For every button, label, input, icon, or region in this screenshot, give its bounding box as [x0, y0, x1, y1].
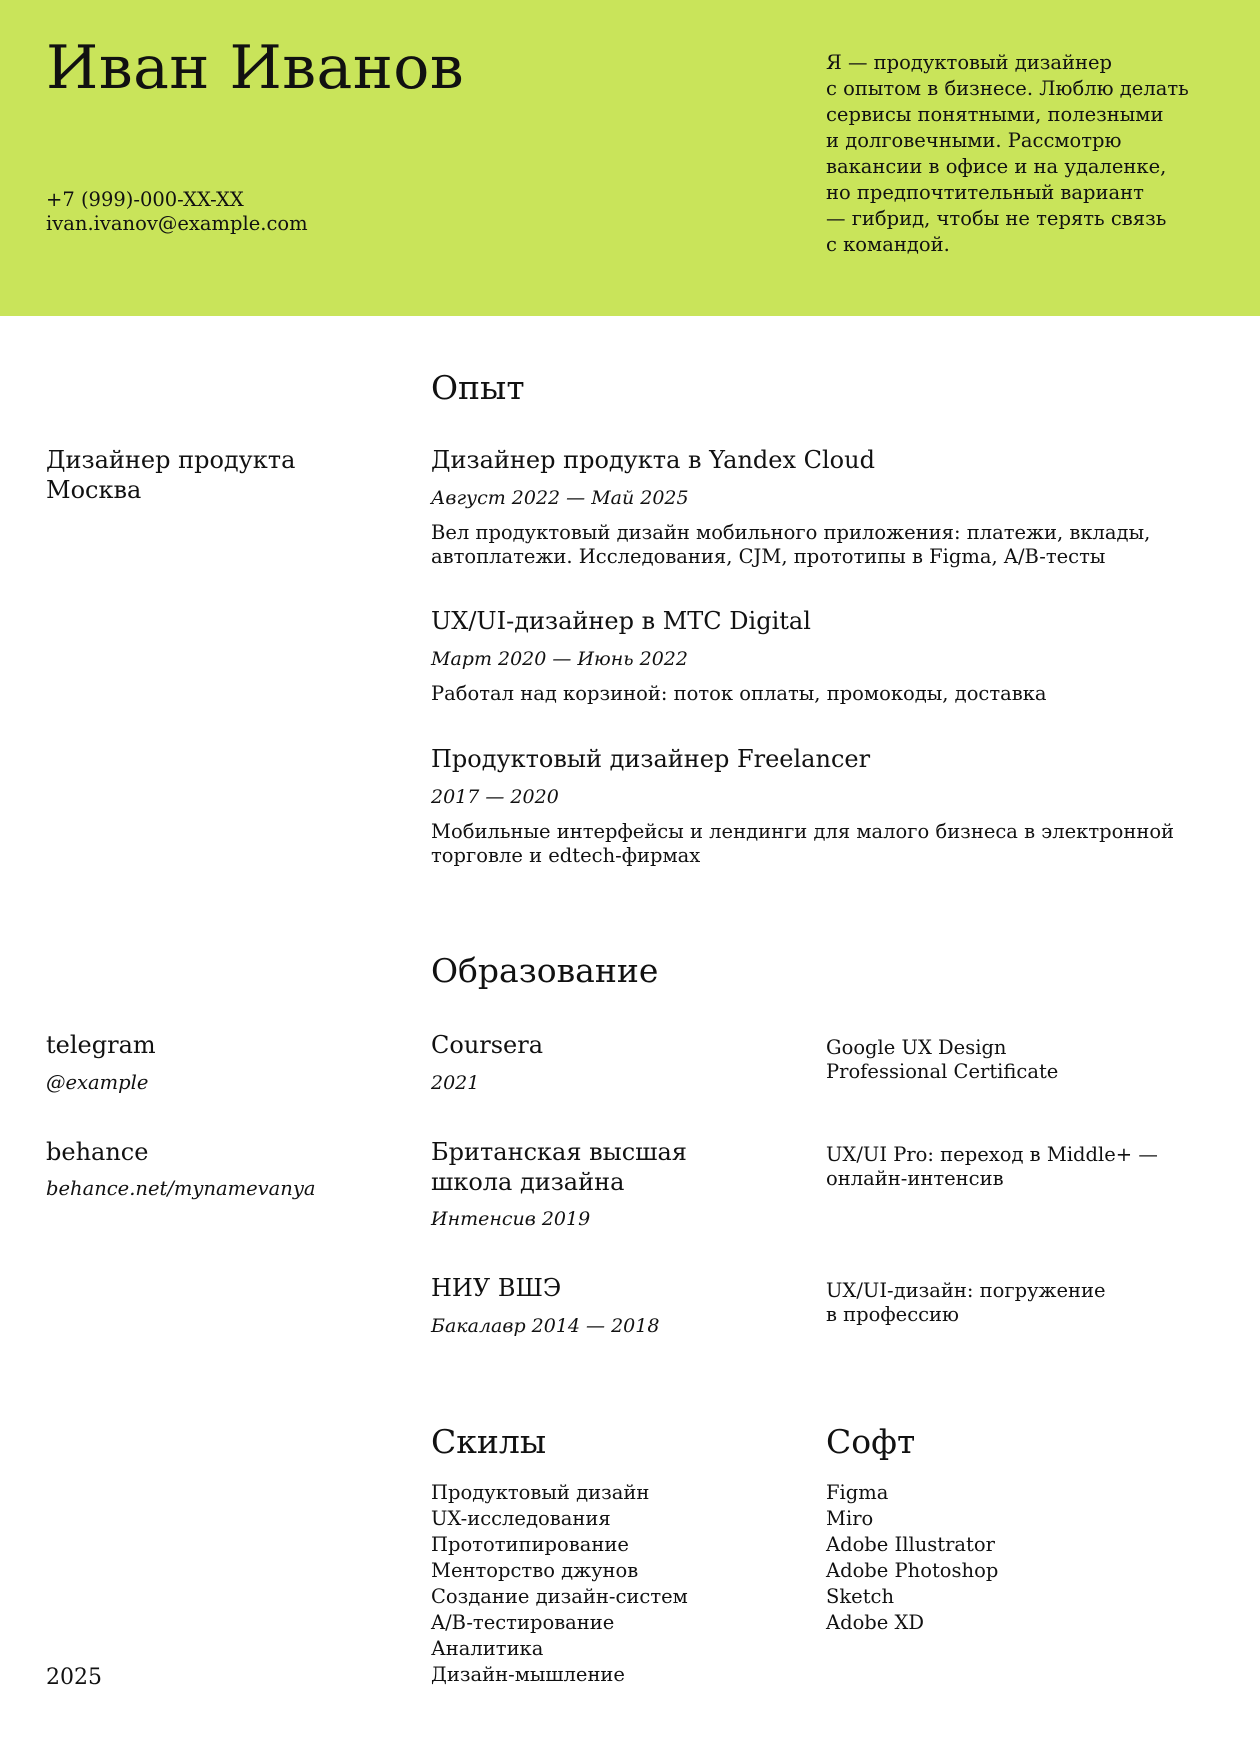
skill-item: Аналитика — [431, 1637, 544, 1660]
software-item: Adobe XD — [826, 1611, 925, 1634]
software-item: Adobe Illustrator — [826, 1533, 995, 1556]
link-behance[interactable]: behance.net/mynamevanya — [46, 1177, 316, 1200]
software-item: Miro — [826, 1507, 874, 1530]
education-period: 2021 — [431, 1072, 480, 1094]
job-title: UX/UI-дизайнер в МТС Digital — [431, 607, 811, 635]
about-line: — гибрид, чтобы не терять связь — [826, 207, 1167, 230]
section-title-software: Софт — [826, 1422, 916, 1461]
link-telegram[interactable]: @example — [46, 1071, 149, 1094]
link-label-telegram: telegram — [46, 1031, 156, 1059]
skill-item: Менторство джунов — [431, 1559, 639, 1582]
about-text — [826, 50, 1226, 258]
program-line: онлайн-интенсив — [826, 1167, 1004, 1190]
skills-list — [431, 1480, 688, 1688]
section-title-education: Образование — [431, 951, 659, 990]
job-title: Дизайнер продукта в Yandex Cloud — [431, 446, 875, 474]
school-name: школа дизайна — [431, 1168, 625, 1196]
job-description-line: Работал над корзиной: поток оплаты, промокоды, доставка — [431, 682, 1047, 705]
contacts — [46, 188, 308, 236]
education-period: Интенсив 2019 — [431, 1208, 591, 1230]
section-title-experience: Опыт — [431, 368, 525, 407]
job-description-line: торговле и edtech-фирмах — [431, 844, 701, 867]
link-label-behance: behance — [46, 1138, 149, 1166]
software-item: Figma — [826, 1481, 889, 1504]
sidebar-city: Москва — [46, 476, 142, 504]
skill-item: Прототипирование — [431, 1533, 629, 1556]
job-period: Август 2022 — Май 2025 — [431, 487, 689, 509]
job-period: 2017 — 2020 — [431, 786, 559, 808]
school-name: Coursera — [431, 1031, 544, 1059]
about-line: и долговечными. Рассмотрю — [826, 129, 1122, 152]
software-item: Adobe Photoshop — [826, 1559, 999, 1582]
education-period: Бакалавр 2014 — 2018 — [431, 1315, 660, 1337]
program-line: UX/UI-дизайн: погружение — [826, 1279, 1106, 1302]
program-line: в профессию — [826, 1303, 960, 1326]
skill-item: Создание дизайн-систем — [431, 1585, 688, 1608]
about-line: сервисы понятными, полезными — [826, 103, 1164, 126]
footer-year: 2025 — [46, 1665, 102, 1690]
program-line: Google UX Design — [826, 1036, 1007, 1059]
candidate-name: Иван Иванов — [46, 33, 465, 103]
about-line: но предпочтительный вариант — [826, 181, 1144, 204]
job-period: Март 2020 — Июнь 2022 — [431, 648, 688, 670]
program-line: Professional Certificate — [826, 1060, 1059, 1083]
school-name: Британская высшая — [431, 1138, 687, 1166]
school-name: НИУ ВШЭ — [431, 1274, 562, 1302]
job-description-line: Вел продуктовый дизайн мобильного приложения: платежи, вклады, — [431, 521, 1151, 544]
job-description-line: автоплатежи. Исследования, CJM, прототипы в Figma, A/B-тесты — [431, 545, 1106, 568]
skill-item: Продуктовый дизайн — [431, 1481, 650, 1504]
about-line: с опытом в бизнесе. Люблю делать — [826, 77, 1189, 100]
about-line: с командой. — [826, 233, 950, 256]
skill-item: A/B-тестирование — [431, 1611, 615, 1634]
about-line: вакансии в офисе и на удаленке, — [826, 155, 1167, 178]
job-title: Продуктовый дизайнер Freelancer — [431, 745, 871, 773]
email[interactable]: ivan.ivanov@example.com — [46, 212, 308, 235]
software-list — [826, 1480, 998, 1636]
program-line: UX/UI Pro: переход в Middle+ — — [826, 1143, 1158, 1166]
skill-item: UX-исследования — [431, 1507, 611, 1530]
section-title-skills: Скилы — [431, 1422, 547, 1461]
phone[interactable]: +7 (999)-000-XX-XX — [46, 188, 244, 211]
sidebar-role: Дизайнер продукта — [46, 446, 296, 474]
skill-item: Дизайн-мышление — [431, 1663, 625, 1686]
header-band — [0, 0, 1260, 316]
about-line: Я — продуктовый дизайнер — [826, 51, 1113, 74]
job-description-line: Мобильные интерфейсы и лендинги для малого бизнеса в электронной — [431, 820, 1175, 843]
software-item: Sketch — [826, 1585, 895, 1608]
